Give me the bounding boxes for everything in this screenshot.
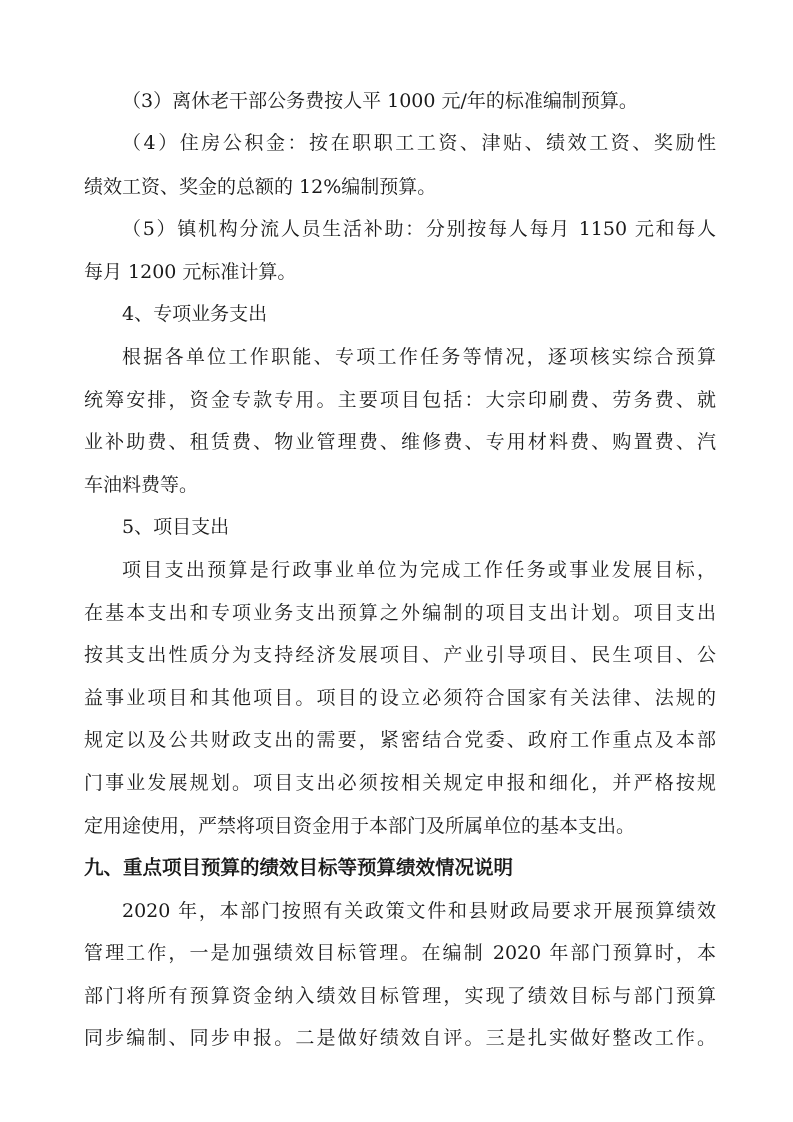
section-subheading: 4、专项业务支出 [122, 303, 268, 325]
paragraph-line: （4）住房公积金：按在职职工工资、津贴、绩效工资、奖励性 [122, 132, 716, 154]
paragraph-line: 业补助费、租赁费、物业管理费、维修费、专用材料费、购置费、汽 [84, 431, 716, 453]
paragraph-line: 门事业发展规划。项目支出必须按相关规定申报和细化，并严格按规 [84, 772, 716, 794]
paragraph-line: 部门将所有预算资金纳入绩效目标管理，实现了绩效目标与部门预算 [84, 985, 716, 1007]
paragraph-line: （3）离休老干部公务费按人平 1000 元/年的标准编制预算。 [122, 90, 638, 112]
paragraph-line: 益事业项目和其他项目。项目的设立必须符合国家有关法律、法规的 [84, 687, 716, 709]
paragraph-line: 绩效工资、奖金的总额的 12%编制预算。 [84, 176, 437, 198]
paragraph-line: 根据各单位工作职能、专项工作任务等情况，逐项核实综合预算 [122, 346, 716, 368]
paragraph-line: 统筹安排，资金专款专用。主要项目包括：大宗印刷费、劳务费、就 [84, 389, 716, 411]
paragraph-line: 按其支出性质分为支持经济发展项目、产业引导项目、民生项目、公 [84, 644, 716, 666]
paragraph-line: 每月 1200 元标准计算。 [84, 261, 297, 283]
paragraph-line: 管理工作，一是加强绩效目标管理。在编制 2020 年部门预算时，本 [84, 942, 716, 964]
paragraph-line: 规定以及公共财政支出的需要，紧密结合党委、政府工作重点及本部 [84, 729, 716, 751]
paragraph-line: 2020 年，本部门按照有关政策文件和县财政局要求开展预算绩效 [122, 900, 716, 922]
section-heading: 九、重点项目预算的绩效目标等预算绩效情况说明 [84, 856, 514, 879]
paragraph-line: 在基本支出和专项业务支出预算之外编制的项目支出计划。项目支出 [84, 602, 716, 624]
paragraph-line: 项目支出预算是行政事业单位为完成工作任务或事业发展目标， [122, 559, 716, 581]
section-subheading: 5、项目支出 [122, 516, 230, 538]
paragraph-line: 定用途使用，严禁将项目资金用于本部门及所属单位的基本支出。 [84, 815, 636, 837]
paragraph-line: （5）镇机构分流人员生活补助：分别按每人每月 1150 元和每人 [122, 218, 716, 240]
paragraph-line: 同步编制、同步申报。二是做好绩效自评。三是扎实做好整改工作。 [84, 1027, 716, 1049]
paragraph-line: 车油料费等。 [84, 474, 199, 496]
